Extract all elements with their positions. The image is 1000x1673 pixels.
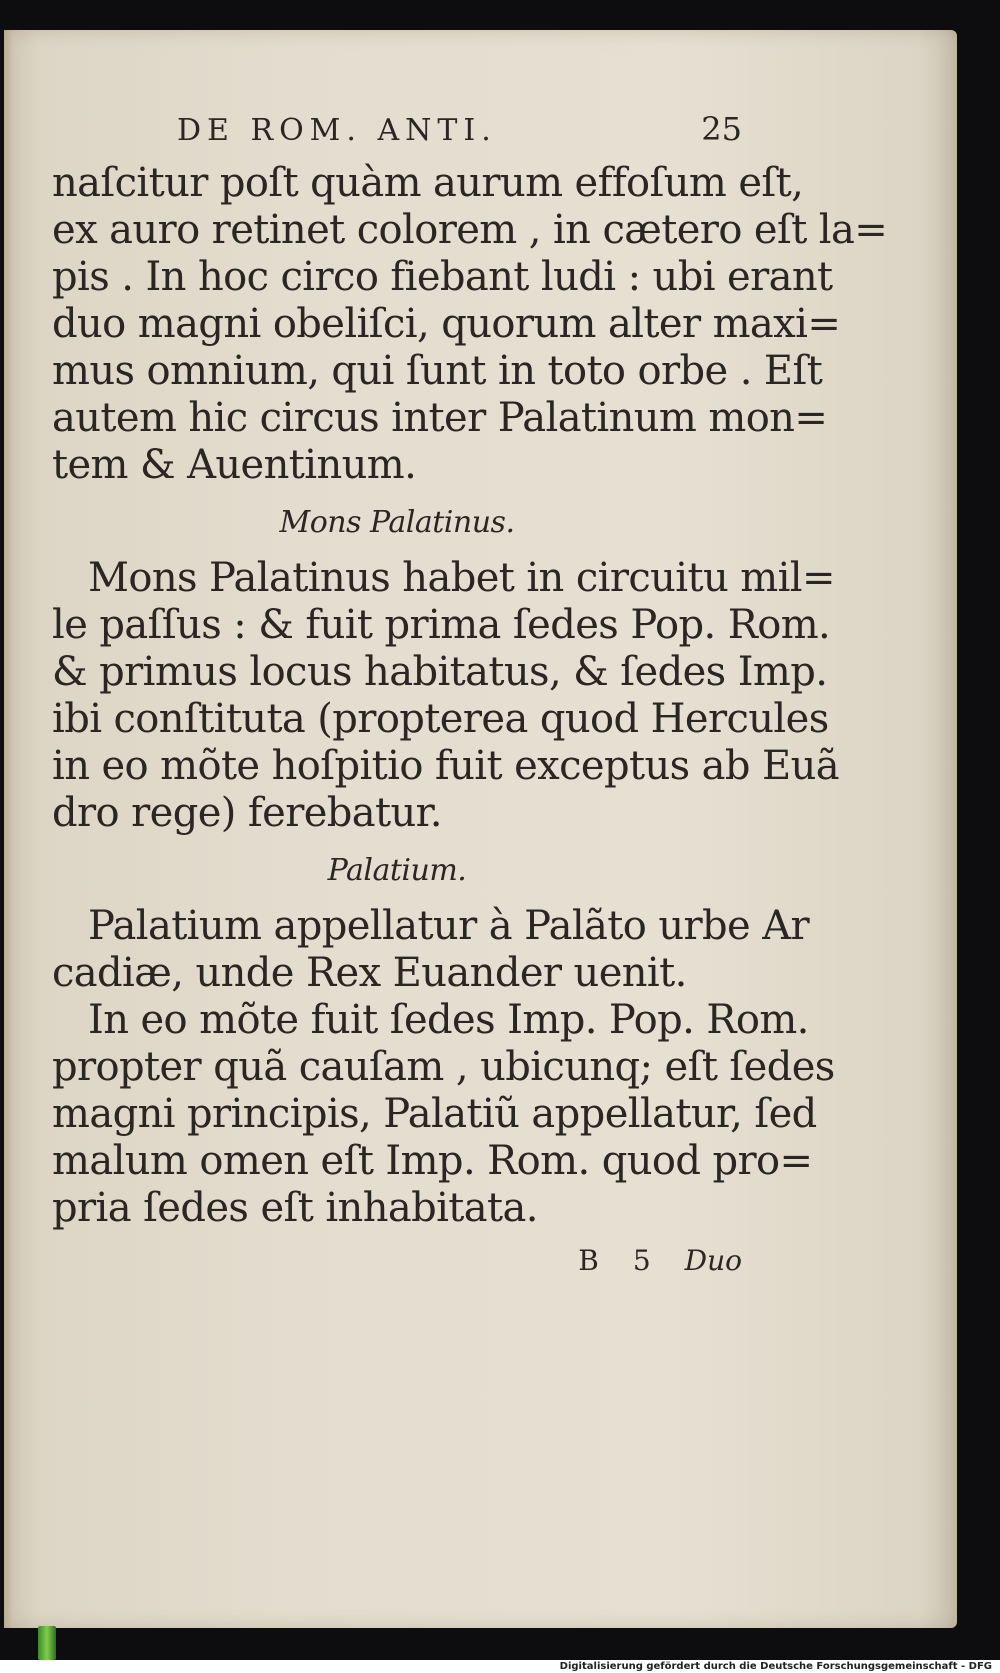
page-gutter-shadow	[4, 30, 12, 1628]
digitization-credit: Digitalisierung gefördert durch die Deutsche Forschungsgemeinschaft - DFG	[559, 1661, 992, 1672]
text-line: cadiæ, unde Rex Euander uenit.	[52, 950, 687, 996]
text-line: mus omnium, qui ſunt in toto orbe . Eſt	[52, 348, 823, 394]
signature-number: 5	[632, 1244, 651, 1277]
page-text	[52, 110, 888, 1277]
running-head-title: DE ROM. ANTI.	[177, 113, 497, 148]
text-line: le paſſus : & fuit prima ſedes Pop. Rom.	[52, 602, 831, 648]
text-line: duo magni obeliſci, quorum alter maxi=	[52, 301, 841, 347]
text-line: autem hic circus inter Palatinum mon=	[52, 395, 828, 441]
text-line: magni principis, Palatiũ appellatur, ſed	[52, 1091, 817, 1137]
text-line: Palatium appellatur à Palãto urbe Ar	[88, 903, 810, 949]
paragraph-1	[52, 160, 888, 489]
paragraph-3	[52, 903, 810, 997]
text-line: naſcitur poſt quàm aurum effoſum eſt,	[52, 160, 804, 206]
text-line: Mons Palatinus habet in circuitu mil=	[88, 555, 835, 601]
catchword: Duo	[684, 1244, 742, 1277]
text-line: & primus locus habitatus, & ſedes Imp.	[52, 649, 828, 695]
text-line: In eo mõte fuit ſedes Imp. Pop. Rom.	[88, 997, 809, 1043]
text-line: pis . In hoc circo fiebant ludi : ubi erant	[52, 254, 833, 300]
signature-mark: B	[578, 1244, 599, 1277]
text-line: ibi conſtituta (propterea quod Hercules	[52, 696, 829, 742]
text-line: in eo mõte hoſpitio fuit exceptus ab Euã	[52, 743, 840, 789]
catchline	[52, 1244, 742, 1277]
text-line: tem & Auentinum.	[52, 442, 417, 488]
section-heading-mons-palatinus: Mons Palatinus.	[279, 505, 515, 540]
running-head	[52, 110, 742, 160]
text-line: malum omen eſt Imp. Rom. quod pro=	[52, 1138, 813, 1184]
paragraph-2	[52, 555, 840, 837]
paragraph-4	[52, 997, 835, 1232]
text-line: ex auro retinet colorem , in cætero eſt la=	[52, 207, 888, 253]
text-line: dro rege) ferebatur.	[52, 790, 442, 836]
text-line: propter quã cauſam , ubicunq; eſt ſedes	[52, 1044, 835, 1090]
text-line: pria ſedes eſt inhabitata.	[52, 1185, 538, 1231]
page-number: 25	[701, 110, 742, 148]
section-heading-palatium: Palatium.	[327, 853, 467, 888]
color-reference-strip	[38, 1626, 56, 1660]
